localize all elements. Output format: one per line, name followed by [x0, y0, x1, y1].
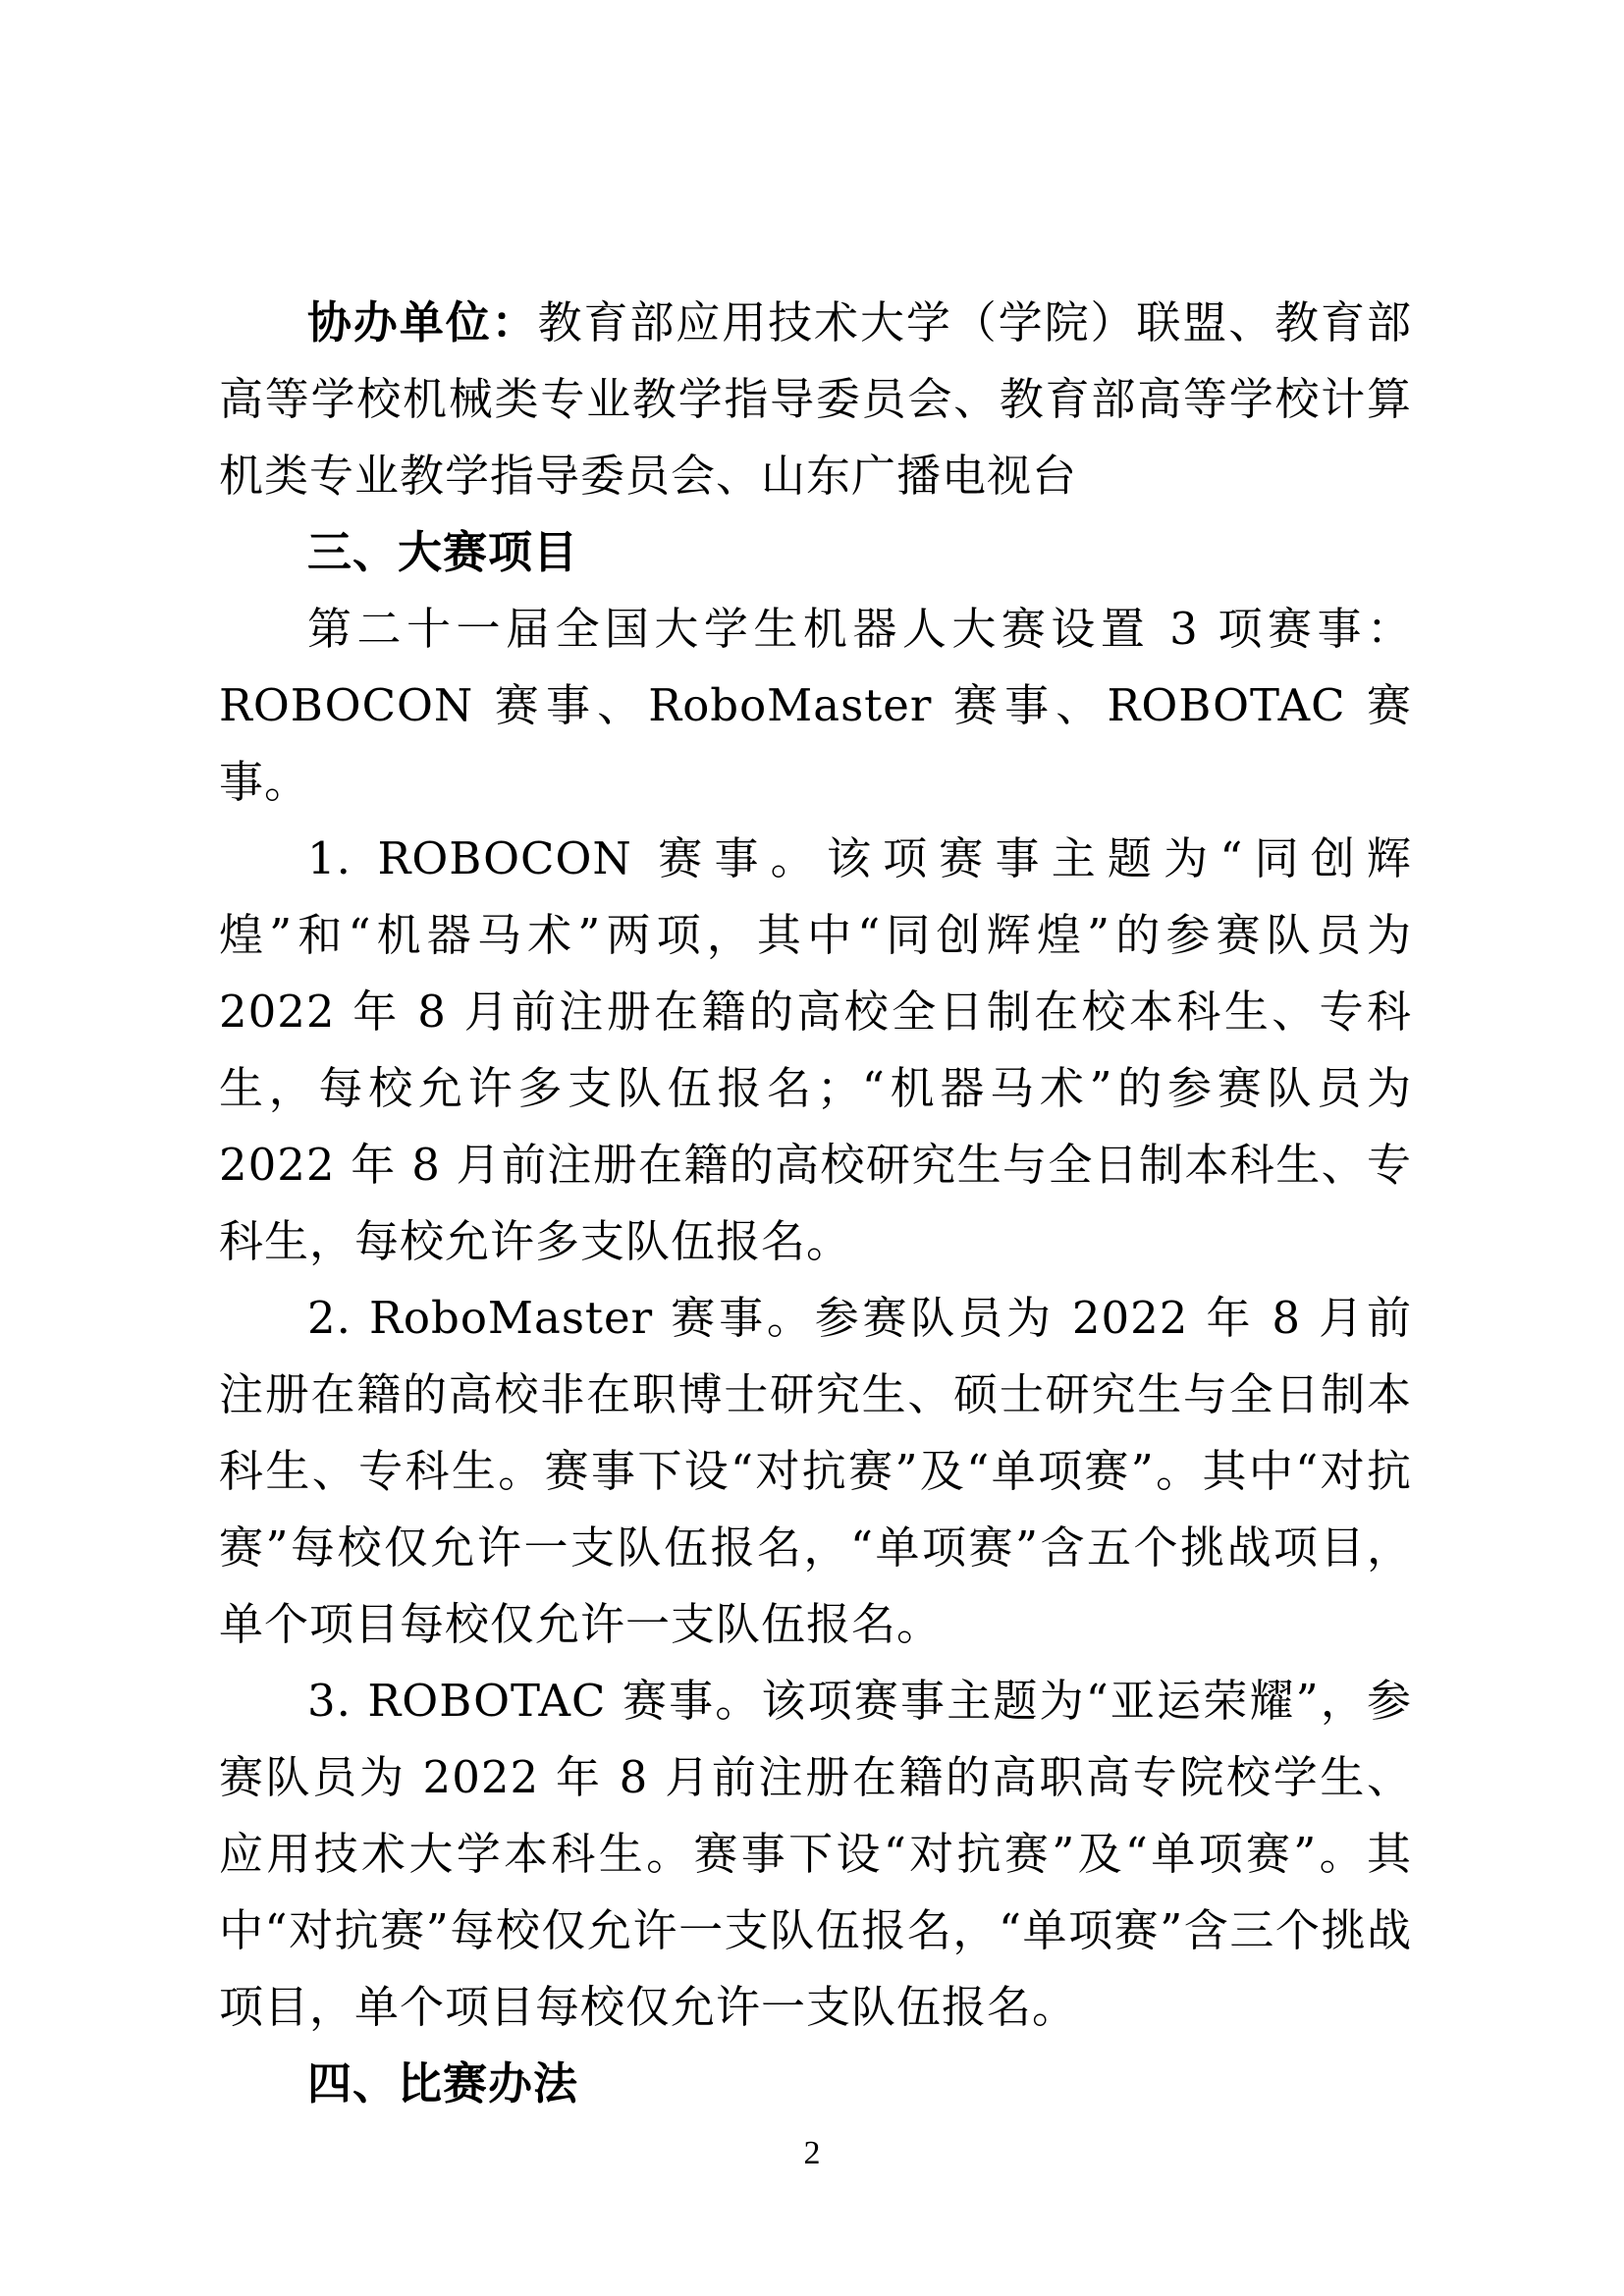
paragraph-robomaster: 2. RoboMaster 赛事。参赛队员为 2022 年 8 月前注册在籍的高校非在职博士研究生、硕士研究生与全日制本科生、专科生。赛事下设“对抗赛”及“单项赛”。其中“对抗赛”每校仅允许一支队伍报名，“单项赛”含五个挑战项目，单个项目每校仅允许一支队伍报名。 — [219, 1292, 1412, 1650]
co-organizers-text: 教育部应用技术大学（学院）联盟、教育部高等学校机械类专业教学指导委员会、教育部高等学校计算机类专业教学指导委员会、山东广播电视台 — [219, 296, 1412, 502]
co-organizers-label: 协办单位： — [307, 296, 538, 348]
section-heading-competition-rules: 四、比赛办法 — [307, 2057, 579, 2109]
paragraph-robocon: 1. ROBOCON 赛事。该项赛事主题为“同创辉煌”和“机器马术”两项，其中“同创辉煌”的参赛队员为 2022 年 8 月前注册在籍的高校全日制在校本科生、专科生，每校允许多支队伍报名；“机器马术”的参赛队员为 2022 年 8 月前注册在籍的高校研究生与全日制本科生、专科生，每校允许多支队伍报名。 — [219, 832, 1412, 1267]
paragraph-robotac: 3. ROBOTAC 赛事。该项赛事主题为“亚运荣耀”，参赛队员为 2022 年 8 月前注册在籍的高职高专院校学生、应用技术大学本科生。赛事下设“对抗赛”及“单项赛”。其中“对抗赛”每校仅允许一支队伍报名，“单项赛”含三个挑战项目，单个项目每校仅允许一支队伍报名。 — [219, 1675, 1412, 2033]
paragraph-competition-overview: 第二十一届全国大学生机器人大赛设置 3 项赛事：ROBOCON 赛事、RoboMaster 赛事、ROBOTAC 赛事。 — [219, 603, 1412, 808]
document-body — [219, 285, 1412, 2122]
section-heading-competition-items: 三、大赛项目 — [307, 526, 579, 578]
page-number: 2 — [803, 2135, 821, 2171]
paragraph-co-organizers — [219, 285, 1412, 514]
